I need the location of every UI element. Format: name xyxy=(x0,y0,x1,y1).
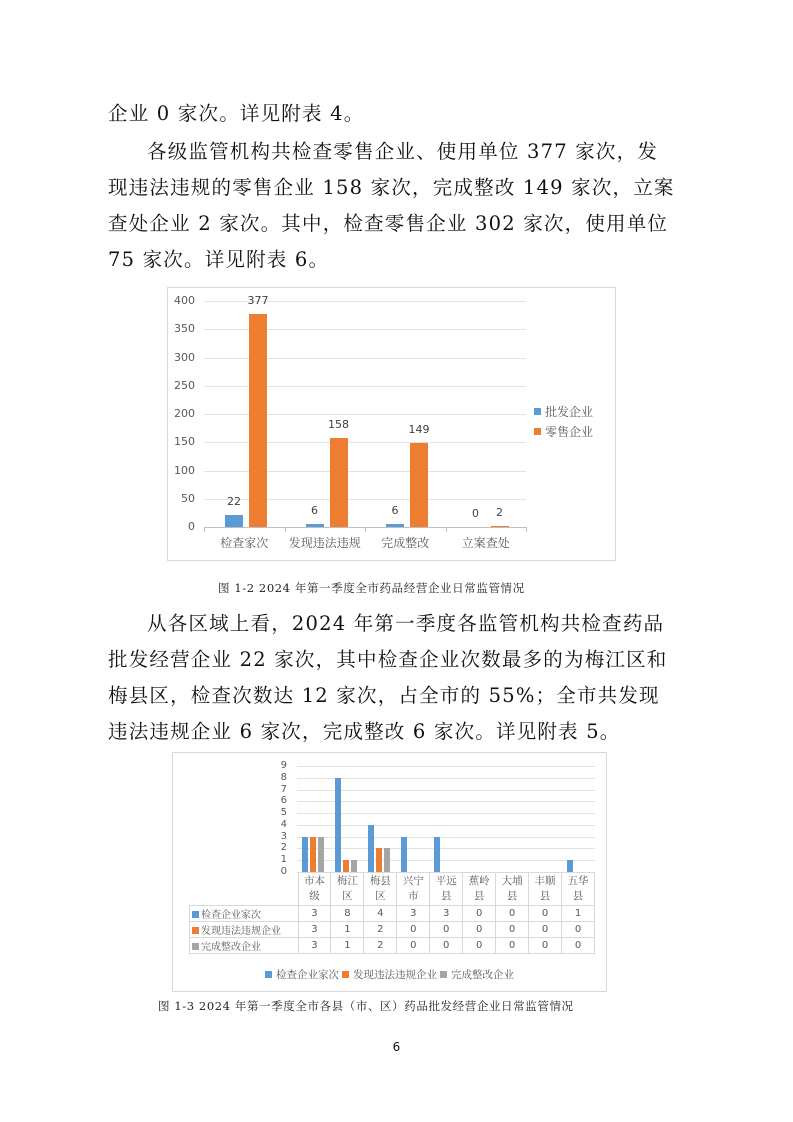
chart-2 xyxy=(172,752,607,992)
x-tick xyxy=(285,527,286,532)
bar-inspected xyxy=(302,837,308,872)
bar-retail xyxy=(249,314,267,527)
bar-wholesale xyxy=(386,524,404,527)
bar-inspected xyxy=(401,837,407,872)
x-category-label: 立案查处 xyxy=(461,536,510,550)
table-cell: 3 xyxy=(298,938,331,954)
legend-swatch xyxy=(534,428,541,435)
table-cell: 0 xyxy=(529,922,562,938)
paragraph-1: 企业 0 家次。详见附表 4。 xyxy=(108,102,365,125)
table-cell: 2 xyxy=(364,922,397,938)
chart-2-plot xyxy=(173,753,606,991)
x-tick xyxy=(204,527,205,532)
y-tick-label: 7 xyxy=(280,783,287,795)
data-label: 149 xyxy=(408,422,430,436)
data-label: 6 xyxy=(311,503,318,517)
table-row xyxy=(190,938,595,954)
figure-2-caption: 图 1-3 2024 年第一季度全市各县（市、区）药品批发经营企业日常监管情况 xyxy=(158,999,574,1013)
legend-label: 完成整改企业 xyxy=(451,969,514,981)
y-tick-label: 9 xyxy=(280,760,287,771)
bar-retail xyxy=(410,443,428,527)
y-tick-label: 5 xyxy=(280,807,287,819)
bar-inspected xyxy=(368,825,374,872)
y-tick-label: 2 xyxy=(280,842,287,854)
legend-swatch xyxy=(265,971,272,978)
table-cell: 0 xyxy=(430,922,463,938)
y-tick-label: 8 xyxy=(280,771,287,783)
y-tick-label: 50 xyxy=(181,491,195,505)
table-cell: 0 xyxy=(496,922,529,938)
y-tick-label: 0 xyxy=(280,866,287,877)
paragraph-3: 从各区域上看，2024 年第一季度各监管机构共检查药品批发经营企业 22 家次，其中检查企业次数最多的为梅江区和梅县区，检查次数达 12 家次，占全市的 55%；全市共发现违法违规企业 6 家次，完成整改 6 家次。详见附表 5。 xyxy=(108,612,668,743)
table-category-header: 市本 级 xyxy=(298,873,331,906)
data-label: 22 xyxy=(227,494,241,508)
table-cell: 1 xyxy=(562,906,595,922)
chart-1 xyxy=(167,287,616,561)
table-row-header: 检查企业家次 xyxy=(190,906,299,922)
gridline xyxy=(297,813,595,814)
chart-1-plot xyxy=(168,288,615,560)
table-cell: 3 xyxy=(298,906,331,922)
table-cell: 2 xyxy=(364,938,397,954)
legend-item xyxy=(534,423,593,440)
x-category-label: 发现违法违规 xyxy=(288,536,361,550)
chart-data-table xyxy=(189,872,595,954)
table-category-header: 蕉岭 县 xyxy=(463,873,496,906)
x-tick xyxy=(446,527,447,532)
table-cell: 3 xyxy=(430,906,463,922)
table-cell: 0 xyxy=(463,922,496,938)
table-category-header: 平远 县 xyxy=(430,873,463,906)
table-cell: 8 xyxy=(331,906,364,922)
table-category-header: 五华 县 xyxy=(562,873,595,906)
table-cell: 3 xyxy=(298,922,331,938)
y-tick-label: 4 xyxy=(280,818,287,830)
table-cell: 0 xyxy=(529,906,562,922)
y-tick-label: 300 xyxy=(174,350,195,364)
table-row xyxy=(190,922,595,938)
table-category-header: 兴宁 市 xyxy=(397,873,430,906)
table-corner xyxy=(190,873,299,906)
bar-violations xyxy=(310,837,316,872)
y-tick-label: 350 xyxy=(174,322,195,336)
data-label: 6 xyxy=(391,503,399,517)
bar-wholesale xyxy=(225,515,243,527)
gridline xyxy=(297,848,595,849)
y-tick-label: 1 xyxy=(280,854,287,866)
table-category-header: 大埔 县 xyxy=(496,873,529,906)
table-cell: 0 xyxy=(397,922,430,938)
bar-inspected xyxy=(434,837,440,872)
legend-swatch xyxy=(192,943,199,950)
legend-label: 批发企业 xyxy=(545,405,594,419)
bar-retail xyxy=(330,438,348,527)
data-label: 0 xyxy=(472,507,479,520)
legend-swatch xyxy=(192,911,199,918)
bar-violations xyxy=(343,860,349,872)
x-category-label: 检查家次 xyxy=(220,536,269,550)
data-label: 158 xyxy=(328,417,349,431)
data-label: 2 xyxy=(496,505,503,519)
chart-2-legend xyxy=(265,967,514,982)
table-cell: 3 xyxy=(397,906,430,922)
bar-rectified xyxy=(384,848,390,872)
legend-swatch xyxy=(342,971,349,978)
table-cell: 0 xyxy=(529,938,562,954)
gridline xyxy=(297,778,595,779)
table-cell: 0 xyxy=(562,938,595,954)
bar-violations xyxy=(376,848,382,872)
y-tick-label: 400 xyxy=(174,294,195,307)
gridline xyxy=(297,860,595,861)
y-tick-label: 150 xyxy=(174,435,195,449)
x-category-label: 完成整改 xyxy=(381,536,430,550)
legend-label: 检查企业家次 xyxy=(276,969,339,981)
legend-swatch xyxy=(440,971,447,978)
y-tick-label: 250 xyxy=(174,378,195,392)
table-cell: 0 xyxy=(463,938,496,954)
table-category-header: 梅江 区 xyxy=(331,873,364,906)
bar-rectified xyxy=(318,837,324,872)
y-tick-label: 200 xyxy=(174,407,195,420)
table-cell: 0 xyxy=(463,906,496,922)
bar-inspected xyxy=(567,860,573,872)
table-cell: 1 xyxy=(331,938,364,954)
legend-swatch xyxy=(192,927,199,934)
x-tick xyxy=(526,527,527,532)
data-label: 377 xyxy=(247,293,269,307)
legend-label: 零售企业 xyxy=(545,425,594,439)
bar-retail xyxy=(491,526,509,527)
gridline xyxy=(297,801,595,802)
bar-inspected xyxy=(335,778,341,872)
y-tick-label: 0 xyxy=(188,520,195,533)
legend-swatch xyxy=(534,408,541,415)
table-category-header: 丰顺 县 xyxy=(529,873,562,906)
legend-label: 发现违法违规企业 xyxy=(353,969,437,981)
bar-rectified xyxy=(351,860,357,872)
legend-item xyxy=(534,403,593,420)
table-row-header: 完成整改企业 xyxy=(190,938,299,954)
table-row-header: 发现违法违规企业 xyxy=(190,922,299,938)
x-tick xyxy=(365,527,366,532)
table-cell: 4 xyxy=(364,906,397,922)
table-cell: 0 xyxy=(430,938,463,954)
gridline xyxy=(297,825,595,826)
table-cell: 0 xyxy=(397,938,430,954)
gridline xyxy=(297,766,595,767)
gridline xyxy=(297,790,595,791)
table-cell: 0 xyxy=(496,938,529,954)
table-cell: 0 xyxy=(496,906,529,922)
table-category-header: 梅县 区 xyxy=(364,873,397,906)
table-cell: 0 xyxy=(562,922,595,938)
y-tick-label: 6 xyxy=(280,795,287,807)
figure-1-caption: 图 1-2 2024 年第一季度全市药品经营企业日常监管情况 xyxy=(218,581,525,595)
table-cell: 1 xyxy=(331,922,364,938)
page-number: 6 xyxy=(392,1040,401,1054)
paragraph-2: 各级监管机构共检查零售企业、使用单位 377 家次，发现违法违规的零售企业 158 家次，完成整改 149 家次，立案查处企业 2 家次。其中，检查零售企业 302 家次，使用单位 75 家次。详见附表 6。 xyxy=(108,140,675,271)
gridline xyxy=(297,837,595,838)
y-tick-label: 3 xyxy=(280,830,287,842)
bar-wholesale xyxy=(306,524,324,527)
y-tick-label: 100 xyxy=(174,463,195,477)
table-row xyxy=(190,906,595,922)
